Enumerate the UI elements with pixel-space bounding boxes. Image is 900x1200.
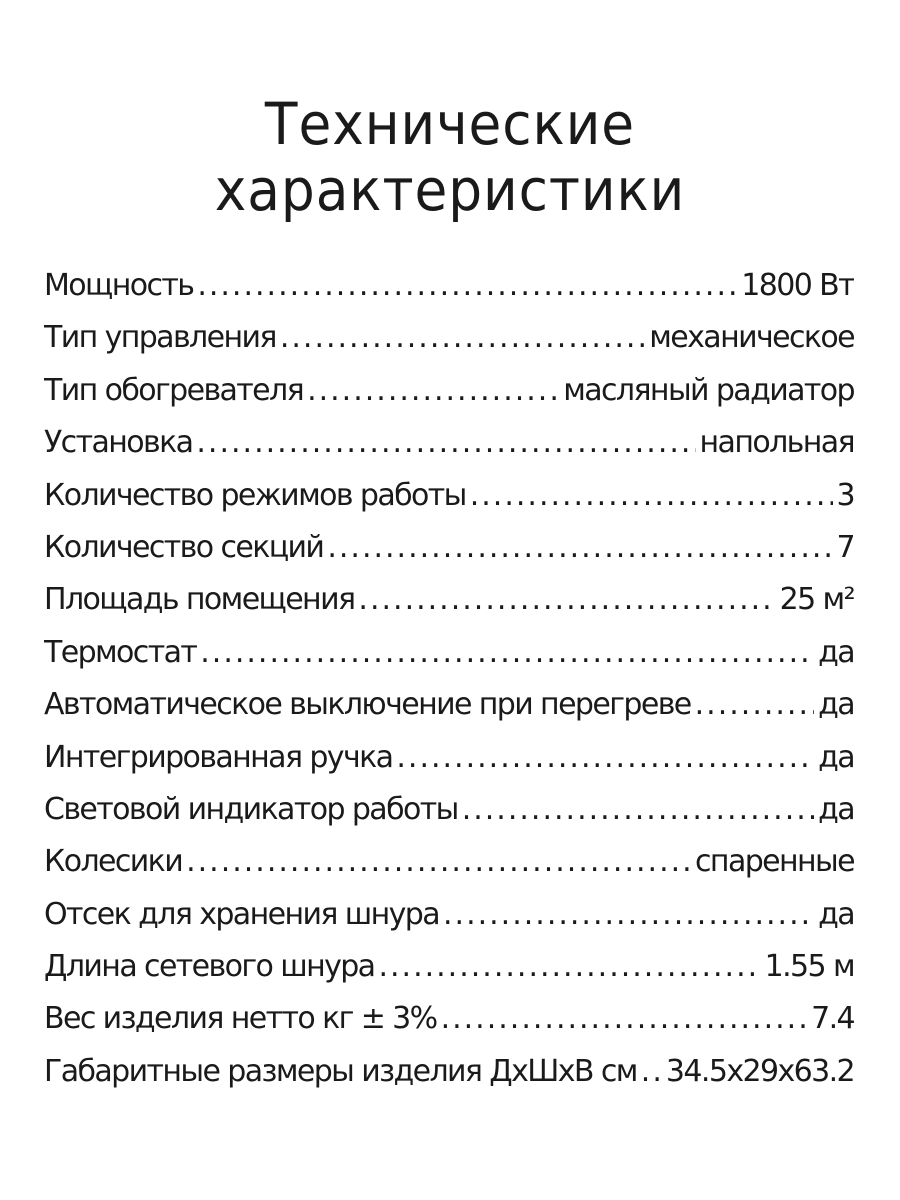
spec-value: 7 xyxy=(836,529,854,565)
dot-leader xyxy=(200,635,814,670)
spec-value: спаренные xyxy=(695,844,854,880)
dot-leader xyxy=(441,1001,808,1036)
spec-row-handle xyxy=(44,740,854,792)
dot-leader xyxy=(197,268,737,303)
spec-label: Мощность xyxy=(44,268,194,303)
spec-label: Количество режимов работы xyxy=(44,477,466,513)
spec-row-heater-type xyxy=(44,373,854,425)
dot-leader xyxy=(358,582,775,617)
spec-row-sections xyxy=(44,530,854,582)
spec-value: да xyxy=(818,634,854,670)
dot-leader xyxy=(378,949,760,984)
spec-label: Габаритные размеры изделия ДхШхВ см xyxy=(44,1053,637,1089)
spec-value: напольная xyxy=(699,425,854,461)
spec-value: 34.5x29x63.2 xyxy=(665,1053,854,1089)
dot-leader xyxy=(280,320,645,355)
spec-value: 7.4 xyxy=(811,1001,854,1037)
spec-row-installation xyxy=(44,425,854,477)
spec-value: да xyxy=(818,687,854,723)
spec-value: да xyxy=(818,896,854,932)
dot-leader xyxy=(641,1054,662,1089)
page-title-line-2: характеристики xyxy=(214,155,686,224)
spec-label: Колесики xyxy=(44,844,183,880)
dot-leader xyxy=(307,373,559,408)
spec-value: да xyxy=(818,739,854,775)
spec-label: Установка xyxy=(44,425,193,461)
spec-label: Тип управления xyxy=(44,320,276,356)
dot-leader xyxy=(695,687,814,722)
spec-label: Площадь помещения xyxy=(44,582,355,618)
dot-leader xyxy=(327,530,832,565)
dot-leader xyxy=(196,425,695,460)
spec-row-wheels xyxy=(44,844,854,896)
spec-value: 1.55 м xyxy=(764,949,854,985)
spec-row-overheat-shutoff xyxy=(44,687,854,739)
spec-label: Количество секций xyxy=(44,529,324,565)
spec-row-control-type xyxy=(44,320,854,372)
spec-label: Интегрированная ручка xyxy=(44,739,393,775)
spec-row-cord-storage xyxy=(44,897,854,949)
spec-label: Термостат xyxy=(44,634,197,670)
spec-value: масляный радиатор xyxy=(563,372,854,408)
spec-row-power xyxy=(44,268,854,320)
spec-value: 1800 Вт xyxy=(741,268,854,303)
dot-leader xyxy=(443,897,814,932)
spec-value: механическое xyxy=(649,320,854,356)
dot-leader xyxy=(396,740,814,775)
spec-row-thermostat xyxy=(44,635,854,687)
spec-value: да xyxy=(818,791,854,827)
spec-row-net-weight xyxy=(44,1001,854,1053)
spec-row-room-area xyxy=(44,582,854,634)
spec-list xyxy=(44,268,854,1106)
spec-label: Вес изделия нетто кг ± 3% xyxy=(44,1001,437,1037)
spec-label: Световой индикатор работы xyxy=(44,791,458,827)
spec-label: Автоматическое выключение при перегреве xyxy=(44,687,691,723)
spec-row-cord-length xyxy=(44,949,854,1001)
dot-leader xyxy=(470,478,833,513)
spec-label: Отсек для хранения шнура xyxy=(44,896,439,932)
spec-row-modes xyxy=(44,478,854,530)
spec-row-indicator xyxy=(44,792,854,844)
spec-row-dimensions xyxy=(44,1054,854,1106)
dot-leader xyxy=(186,844,691,879)
spec-label: Тип обогревателя xyxy=(44,372,304,408)
spec-value: 3 xyxy=(836,477,854,513)
dot-leader xyxy=(462,792,814,827)
spec-label: Длина сетевого шнура xyxy=(44,949,375,985)
page-title xyxy=(36,91,864,223)
page-title-line-1: Технические xyxy=(264,89,636,158)
spec-value: 25 м² xyxy=(779,582,854,618)
